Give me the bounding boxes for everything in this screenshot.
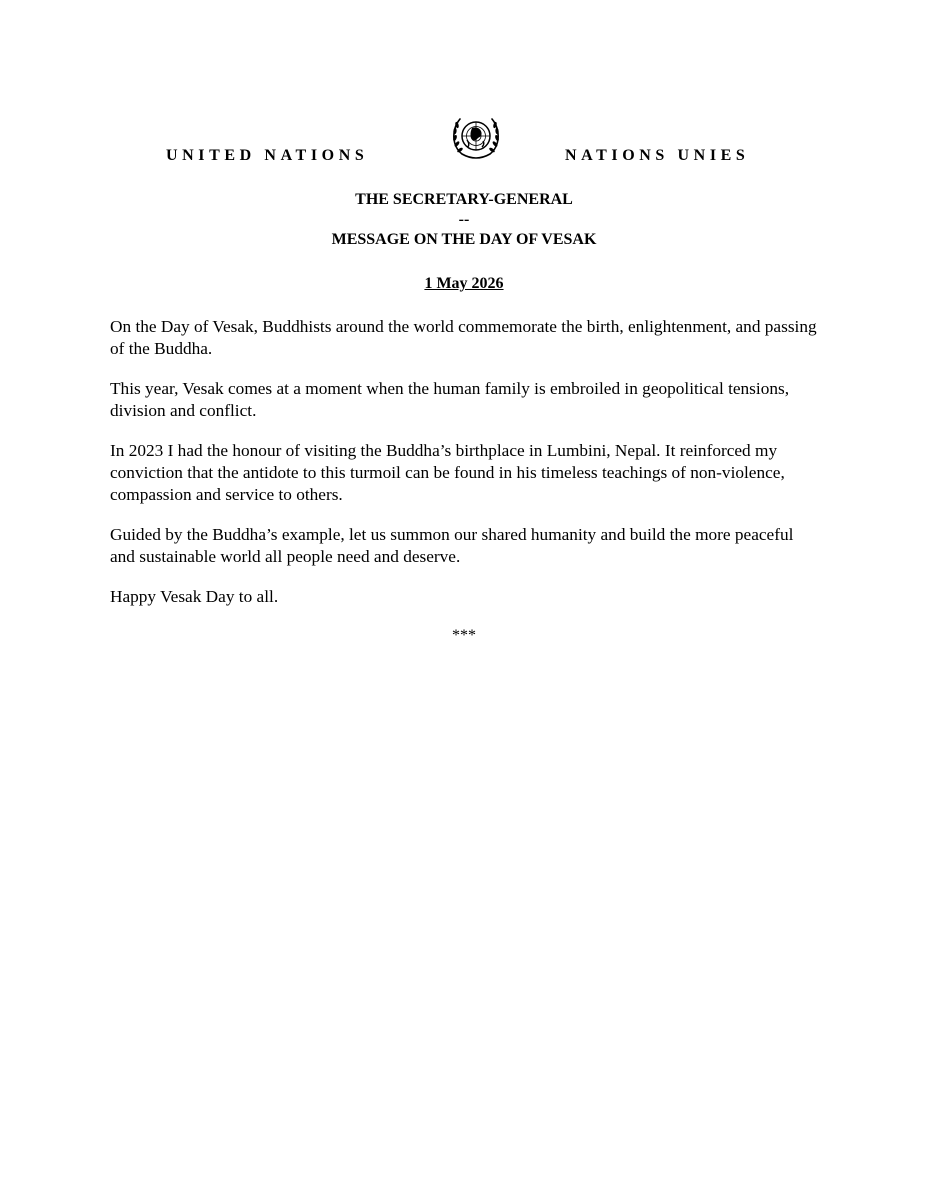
letterhead <box>0 114 928 174</box>
document-date: 1 May 2026 <box>424 275 504 292</box>
end-mark: *** <box>452 627 476 644</box>
paragraph: On the Day of Vesak, Buddhists around the world commemorate the birth, enlightenment, and passing of the Buddha. <box>110 317 817 358</box>
un-emblem-icon <box>448 114 504 164</box>
document-subtitle: MESSAGE ON THE DAY OF VESAK <box>331 231 597 248</box>
paragraph: Guided by the Buddha’s example, let us summon our shared humanity and build the more peaceful and sustainable world all people need and deserve. <box>110 525 794 566</box>
document-title: THE SECRETARY-GENERAL <box>355 191 573 208</box>
letterhead-french: NATIONS UNIES <box>565 147 750 164</box>
paragraph: This year, Vesak comes at a moment when the human family is embroiled in geopolitical tensions, division and conflict. <box>110 379 790 420</box>
heading-separator: -- <box>458 211 470 228</box>
paragraph: Happy Vesak Day to all. <box>110 587 279 606</box>
letterhead-english: UNITED NATIONS <box>166 147 369 164</box>
paragraph: In 2023 I had the honour of visiting the Buddha’s birthplace in Lumbini, Nepal. It reinforced my conviction that the antidote to this turmoil can be found in his timeless teachings of non-violence, compassion and service to others. <box>110 441 785 504</box>
message-body <box>110 316 822 626</box>
